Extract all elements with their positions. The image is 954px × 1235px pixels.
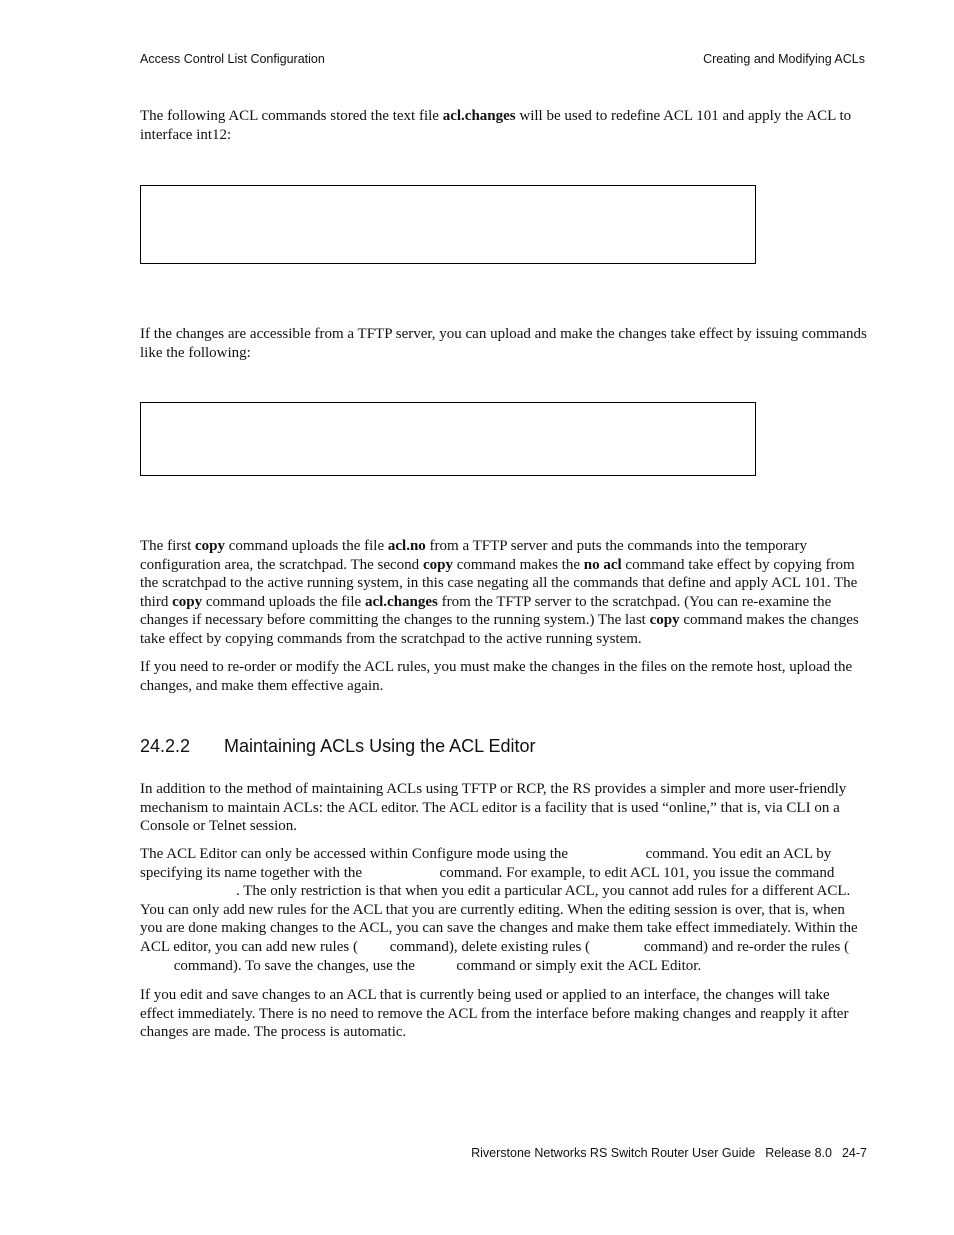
intro-paragraph [140,107,867,144]
text-run: command makes the [452,556,584,573]
apply-changes-paragraph: If you edit and save changes to an ACL that is currently being used or applied to an interface, the changes will take effect immediately. There is no need to remove the ACL from the interface before making changes and reapply it after changes are made. The process is automatic. [140,987,849,1041]
text-run: command. You edit an ACL by specifying its name together with the [140,846,832,881]
section-heading [140,736,536,757]
keyword-copy: copy [194,538,225,554]
filename-acl-changes: acl.changes [364,593,438,610]
text-run: command uploads the file [224,538,388,554]
code-block-acl-changes [140,185,756,264]
footer-guide-title: Riverstone Networks RS Switch Router User Guide [471,1146,756,1160]
text-run: will be used to redefine ACL 101 and apply the ACL to interface int12: [140,108,852,143]
text-run: from the TFTP server to the scratchpad. (You can re-examine the changes if necessary before committing the changes to the running system.) The last [140,593,832,629]
copy-explanation-paragraph [140,537,867,649]
keyword-no-acl: no acl [583,556,622,573]
acl-editor-usage-paragraph [140,845,867,975]
footer-page-number: 24-7 [841,1146,867,1160]
page-footer [471,1146,867,1160]
keyword-copy: copy [422,556,453,573]
text-run: The following ACL commands stored the text file [140,108,443,124]
text-run: command) and re-order the rules ( [640,938,850,955]
text-run: command), delete existing rules ( [385,938,591,955]
text-run: command). To save the changes, use the [170,957,419,974]
text-run: The first [140,538,195,554]
filename-acl-no: acl.no [387,538,426,554]
tftp-paragraph: If the changes are accessible from a TFTP server, you can upload and make the changes take effect by issuing commands like the following: [140,326,867,361]
text-run: from a TFTP server and puts the commands into the temporary configuration area, the scratchpad. The second [140,538,807,573]
section-title: Maintaining ACLs Using the ACL Editor [224,736,536,756]
text-run: command take effect by copying from the scratchpad to the active running system, in this case negating all the commands that define and apply ACL 101. The third [140,556,858,610]
section-number: 24.2.2 [140,736,191,756]
text-run: command makes the changes take effect by copying commands from the scratchpad to the active running system. [140,612,859,647]
text-run: command. For example, to edit ACL 101, you issue the command [435,864,835,881]
footer-release: Release 8.0 [765,1146,832,1160]
running-header-left: Access Control List Configuration [140,52,325,66]
text-run: command uploads the file [202,593,365,610]
keyword-copy: copy [649,612,680,629]
running-header-right: Creating and Modifying ACLs [703,52,865,66]
reorder-paragraph: If you need to re-order or modify the ACL rules, you must make the changes in the files on the remote host, upload the changes, and make them effective again. [140,659,853,694]
filename-acl-changes: acl.changes [442,108,516,124]
acl-editor-intro-paragraph: In addition to the method of maintaining ACLs using TFTP or RCP, the RS provides a simpler and more user-friendly mechanism to maintain ACLs: the ACL editor. The ACL editor is a facility that is used “online,” that is, via CLI on a Console or Telnet session. [140,781,847,835]
text-run: command or simply exit the ACL Editor. [452,957,702,974]
text-run: . The only restriction is that when you edit a particular ACL, you cannot add rules for a different ACL. You can only add new rules for the ACL that you are currently editing. When the editing session is over, that is, when you are done making changes to the ACL, you can save the changes and make them take effect immediately. Within the ACL editor, you can add new rules ( [140,883,858,955]
code-block-tftp-commands [140,402,756,476]
text-run: The ACL Editor can only be accessed within Configure mode using the [140,846,572,862]
keyword-copy: copy [172,593,203,610]
